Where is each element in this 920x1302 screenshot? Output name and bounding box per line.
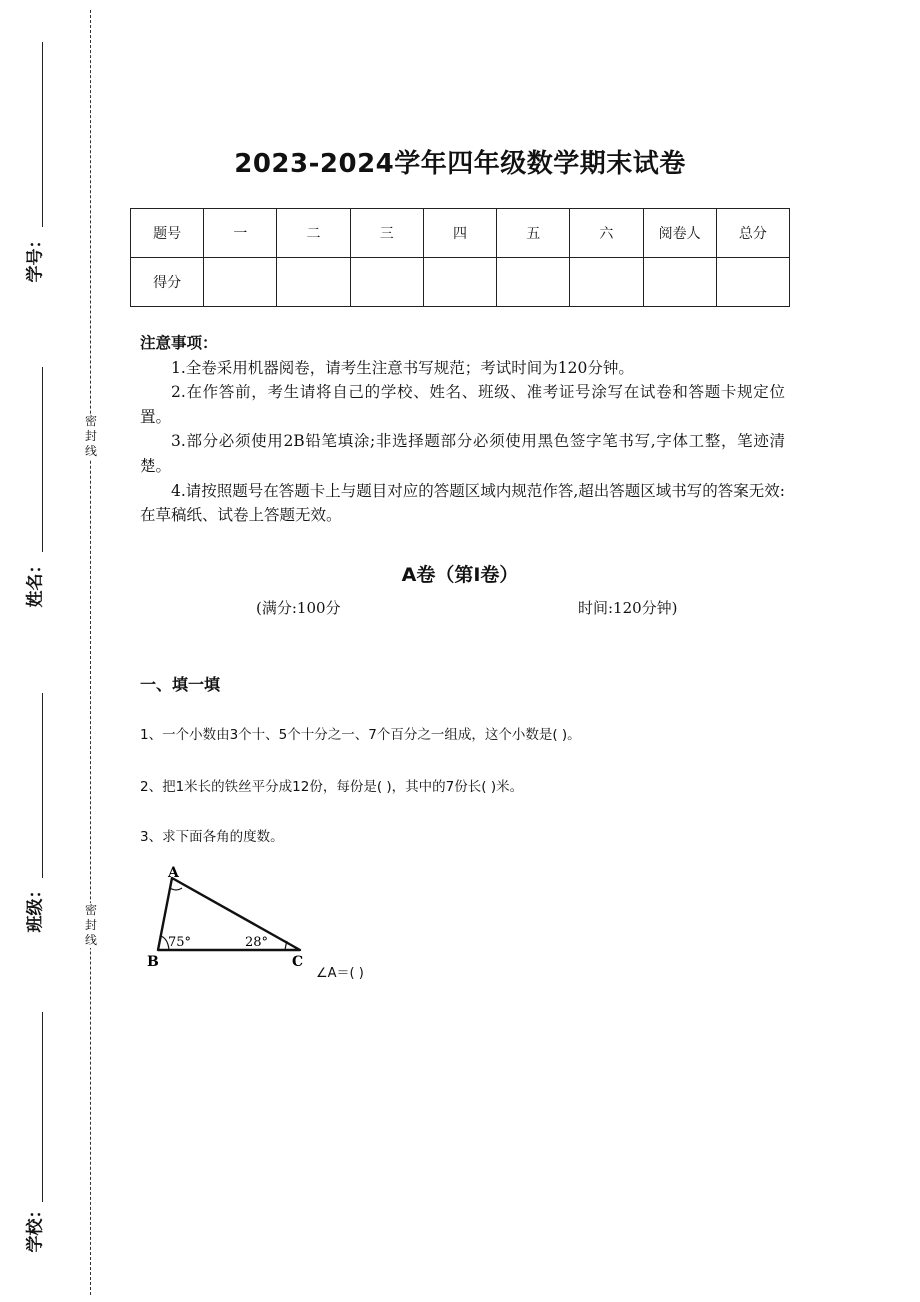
notes-block bbox=[140, 331, 785, 528]
header-cell: 阅卷人 bbox=[643, 209, 716, 258]
angle-a-answer: ∠A＝( ) bbox=[316, 966, 364, 981]
exam-time: 时间:120分钟) bbox=[578, 599, 678, 617]
note-item: 3.部分必须使用2B铅笔填涂;非选择题部分必须使用黑色签字笔书写,字体工整，笔迹清楚。 bbox=[140, 432, 785, 475]
class-label: 班级： bbox=[25, 881, 46, 933]
score-row-label: 得分 bbox=[131, 258, 204, 307]
header-cell: 一 bbox=[204, 209, 277, 258]
name-label: 姓名： bbox=[25, 556, 46, 608]
score-cell[interactable] bbox=[570, 258, 643, 307]
exam-title: 2023-2024学年四年级数学期末试卷 bbox=[234, 149, 686, 179]
angle-arc-a bbox=[170, 888, 182, 890]
score-cell[interactable] bbox=[643, 258, 716, 307]
note-item: 4.请按照题号在答题卡上与题目对应的答题区域内规范作答,超出答题区域书写的答案无效:在草稿纸、试卷上答题无效。 bbox=[140, 481, 785, 525]
name-line bbox=[42, 367, 43, 552]
score-cell[interactable] bbox=[350, 258, 423, 307]
score-table-header-row bbox=[131, 209, 790, 258]
score-cell[interactable] bbox=[423, 258, 496, 307]
score-cell[interactable] bbox=[277, 258, 350, 307]
header-cell: 题号 bbox=[131, 209, 204, 258]
student-id-line bbox=[42, 42, 43, 227]
header-cell: 四 bbox=[423, 209, 496, 258]
class-line bbox=[42, 693, 43, 878]
full-score: (满分:100分 bbox=[256, 599, 341, 617]
seal-text-top: 密封线 bbox=[82, 414, 100, 459]
vertex-a: A bbox=[168, 865, 179, 881]
vertex-c: C bbox=[292, 954, 304, 970]
seal-text-bottom: 密封线 bbox=[82, 903, 100, 948]
header-cell: 六 bbox=[570, 209, 643, 258]
notes-heading: 注意事项： bbox=[140, 333, 218, 352]
question-1: 1、一个小数由3个十、5个十分之一、7个百分之一组成，这个小数是( )。 bbox=[140, 727, 581, 743]
score-table bbox=[130, 208, 790, 307]
header-cell: 二 bbox=[277, 209, 350, 258]
section-title: 一、填一填 bbox=[140, 675, 221, 694]
vertex-b: B bbox=[147, 954, 159, 970]
header-cell: 三 bbox=[350, 209, 423, 258]
header-cell: 总分 bbox=[716, 209, 789, 258]
school-label: 学校： bbox=[25, 1201, 46, 1253]
question-2: 2、把1米长的铁丝平分成12份，每份是( )，其中的7份长( )米。 bbox=[140, 779, 524, 795]
angle-c-label: 28° bbox=[245, 935, 269, 950]
paper-title: A卷（第I卷） bbox=[401, 564, 519, 586]
student-id-label: 学号： bbox=[25, 231, 46, 283]
question-3: 3、求下面各角的度数。 bbox=[140, 829, 284, 845]
note-item: 2.在作答前，考生请将自己的学校、姓名、班级、准考证号涂写在试卷和答题卡规定位置。 bbox=[140, 383, 785, 426]
score-table-score-row bbox=[131, 258, 790, 307]
header-cell: 五 bbox=[497, 209, 570, 258]
score-cell[interactable] bbox=[716, 258, 789, 307]
score-cell[interactable] bbox=[497, 258, 570, 307]
seal-dashed-line bbox=[90, 10, 91, 1295]
score-cell[interactable] bbox=[204, 258, 277, 307]
note-item: 1.全卷采用机器阅卷，请考生注意书写规范；考试时间为120分钟。 bbox=[171, 358, 634, 377]
angle-b-label: 75° bbox=[168, 935, 192, 950]
school-line bbox=[42, 1012, 43, 1202]
triangle-figure bbox=[140, 862, 310, 972]
